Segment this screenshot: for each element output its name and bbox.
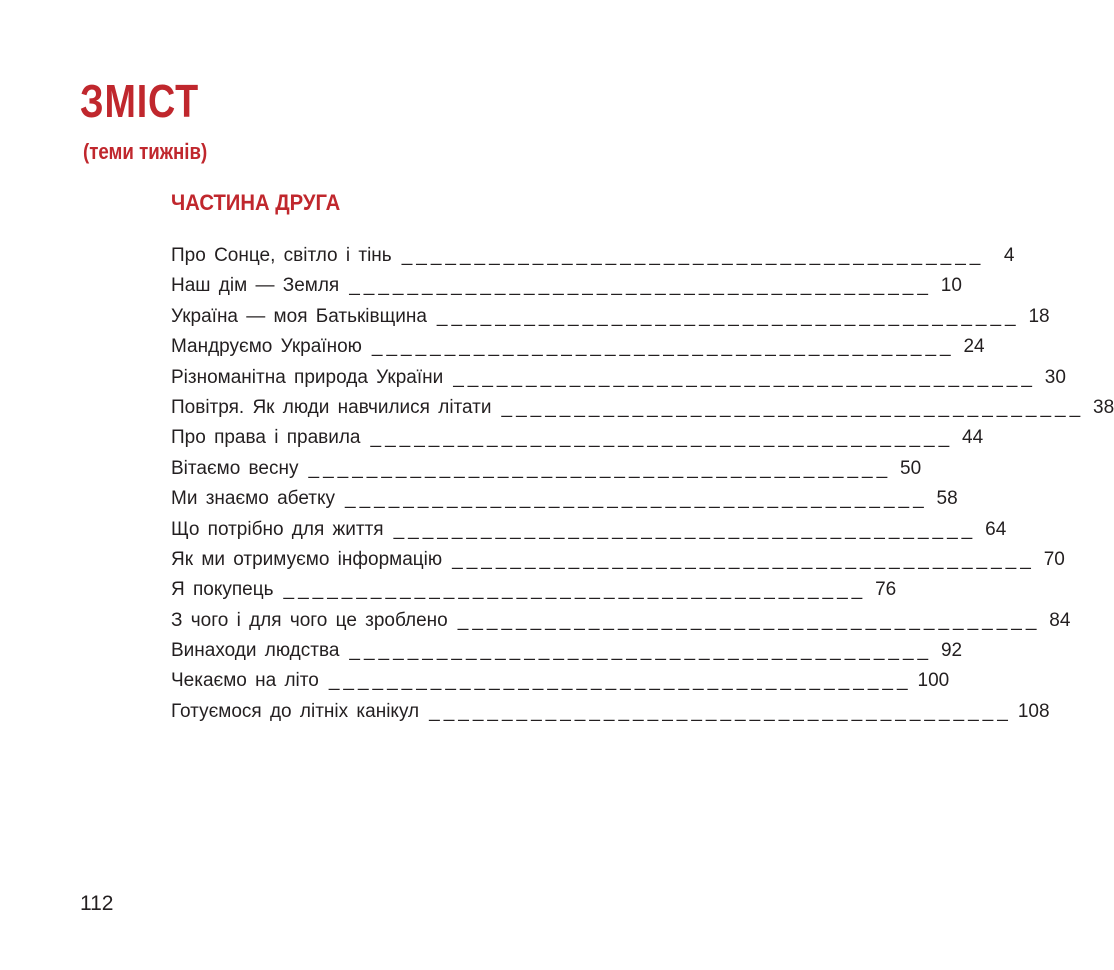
toc-entry (171, 640, 963, 670)
toc-entry (171, 457, 922, 488)
toc-entry (171, 396, 1114, 427)
toc-entry (171, 579, 897, 609)
toc-leader-dashes: ________________________________________ (371, 336, 955, 358)
toc-entry-page: 38 (1093, 396, 1114, 418)
toc-entry-page: 18 (1028, 305, 1050, 327)
toc-entry (171, 700, 1050, 731)
page-number: 112 (80, 892, 114, 915)
toc-entry-page: 76 (875, 579, 897, 601)
toc-leader-dashes: ________________________________________ (436, 305, 1020, 327)
toc-entry-title: Мандруємо Україною (171, 336, 362, 358)
toc-entry-page: 50 (900, 457, 922, 479)
table-of-contents (171, 245, 1114, 731)
toc-leader-dashes: ________________________________________ (457, 609, 1041, 631)
toc-entry (171, 275, 962, 305)
toc-leader-dashes: ________________________________________ (452, 548, 1035, 570)
toc-leader-dashes: ________________________________________ (370, 427, 954, 449)
toc-entry-page: 64 (985, 518, 1007, 540)
toc-entry-title: Наш дім — Земля (171, 275, 340, 297)
toc-entry-title: Що потрібно для життя (171, 518, 384, 540)
part-heading: ЧАСТИНА ДРУГА (171, 190, 341, 215)
page-subtitle: (теми тижнів) (83, 139, 208, 164)
toc-entry-page: 100 (917, 670, 950, 692)
toc-entry (171, 518, 1007, 549)
toc-entry-title: Про права і правила (171, 427, 361, 449)
toc-leader-dashes: ________________________________________ (308, 457, 892, 479)
toc-entry-title: Я покупець (171, 579, 274, 601)
toc-entry (171, 366, 1066, 397)
toc-entry-page: 4 (1003, 245, 1015, 266)
toc-entry-title: Вітаємо весну (171, 457, 299, 479)
toc-entry-page: 92 (940, 640, 963, 662)
toc-entry (171, 548, 1065, 579)
toc-entry-title: Як ми отримуємо інформацію (171, 548, 443, 570)
toc-entry-page: 30 (1044, 366, 1066, 388)
toc-entry-title: Україна — моя Батьківщина (171, 305, 427, 327)
toc-entry-page: 108 (1017, 700, 1050, 722)
toc-entry-title: Чекаємо на літо (171, 670, 319, 692)
toc-leader-dashes: ________________________________________ (393, 518, 977, 540)
toc-entry-title: Винаходи людства (171, 640, 340, 662)
toc-entry (171, 336, 985, 366)
toc-entry-title: Ми знаємо абетку (171, 488, 335, 510)
toc-leader-dashes: ________________________________________ (349, 640, 933, 662)
toc-entry-title: З чого і для чого це зроблено (171, 609, 448, 631)
toc-entry (171, 427, 984, 457)
toc-entry-title: Готуємося до літніх канікул (171, 700, 420, 722)
toc-entry (171, 245, 1015, 275)
toc-entry-title: Про Сонце, світло і тінь (171, 245, 392, 266)
toc-leader-dashes: ________________________________________ (401, 245, 985, 266)
toc-entry-page: 84 (1049, 609, 1071, 631)
toc-entry (171, 609, 1071, 640)
toc-leader-dashes: ________________________________________ (429, 700, 1012, 722)
toc-entry-page: 24 (963, 336, 985, 358)
toc-leader-dashes: ________________________________________ (283, 579, 867, 601)
toc-entry (171, 305, 1050, 336)
page-title: ЗМІСТ (80, 75, 199, 127)
toc-leader-dashes: ________________________________________ (345, 488, 928, 510)
toc-entry-page: 58 (936, 488, 958, 510)
toc-leader-dashes: ________________________________________ (453, 366, 1036, 388)
toc-entry (171, 488, 958, 518)
toc-leader-dashes: ________________________________________ (328, 670, 912, 692)
toc-entry-page: 70 (1043, 548, 1065, 570)
toc-entry-title: Різноманітна природа України (171, 366, 444, 388)
toc-entry-page: 10 (940, 275, 962, 297)
toc-leader-dashes: ________________________________________ (349, 275, 932, 297)
toc-entry (171, 670, 950, 700)
toc-leader-dashes: ________________________________________ (501, 396, 1085, 418)
toc-entry-title: Повітря. Як люди навчилися літати (171, 396, 492, 418)
toc-entry-page: 44 (962, 427, 984, 449)
